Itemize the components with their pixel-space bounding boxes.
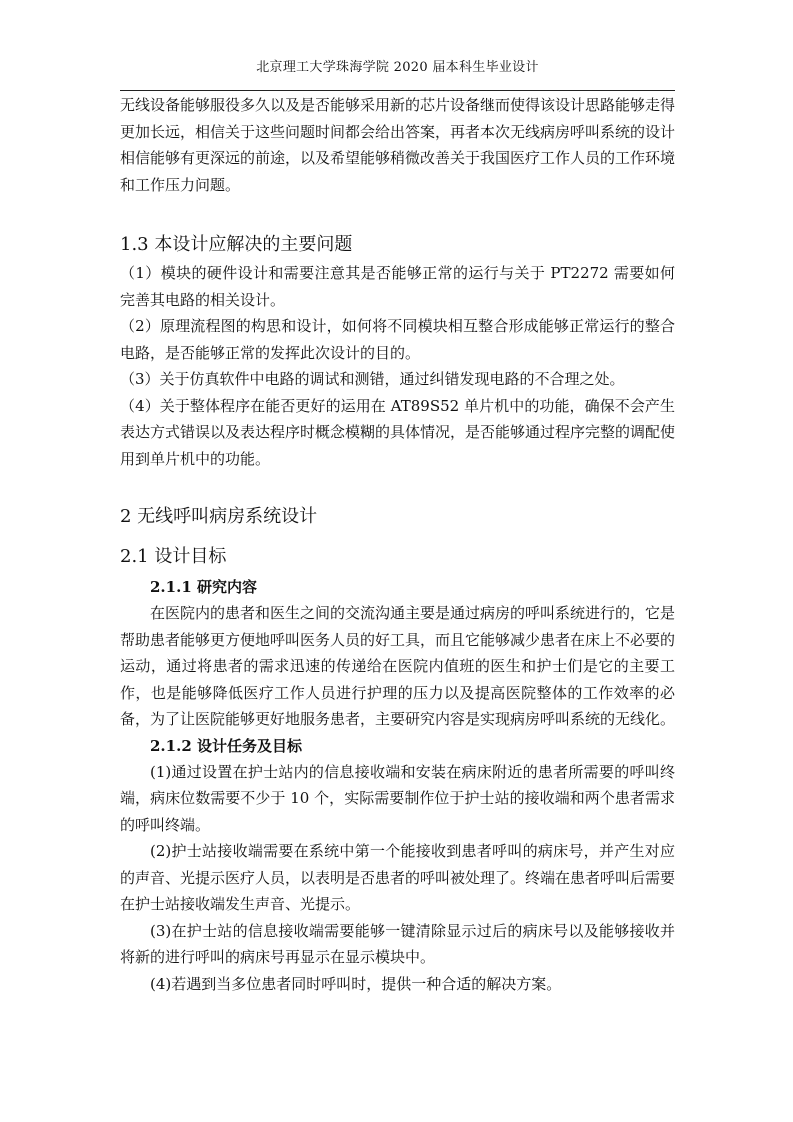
section-1-3-heading: 1.3 本设计应解决的主要问题 [120, 234, 353, 255]
chapter-2-heading: 2 无线呼叫病房系统设计 [120, 506, 318, 527]
list-item: （2）原理流程图的构思和设计，如何将不同模块相互整合形成能够正常运行的整合电路，是否能够正常的发挥此次设计的目的。 [120, 317, 675, 362]
list-item: （1）模块的硬件设计和需要注意其是否能够正常的运行与关于 PT2272 需要如何完善其电路的相关设计。 [120, 264, 675, 309]
list-item: （4）关于整体程序在能否更好的运用在 AT89S52 单片机中的功能，确保不会产生表达方式错误以及表达程序时概念模糊的具体情况，是否能够通过程序完整的调配使用到单片机中的功能。 [120, 396, 676, 468]
list-item: （3）关于仿真软件中电路的调试和测错，通过纠错发现电路的不合理之处。 [120, 370, 625, 388]
research-content-paragraph: 在医院内的患者和医生之间的交流沟通主要是通过病房的呼叫系统进行的，它是帮助患者能够更方便地呼叫医务人员的好工具，而且它能够减少患者在床上不必要的运动，通过将患者的需求迅速的传递给在医院内值班的医生和护士们是它的主要工作，也是能够降低医疗工作人员进行护理的压力以及提高医院整体的工作效率的必备，为了让医院能够更好地服务患者，主要研究内容是实现病房呼叫系统的无线化。 [120, 604, 676, 728]
list-item: (3)在护士站的信息接收端需要能够一键清除显示过后的病床号以及能够接收并将新的进行呼叫的病床号再显示在显示模块中。 [120, 921, 675, 966]
list-item: (2)护士站接收端需要在系统中第一个能接收到患者呼叫的病床号，并产生对应的声音、光提示医疗人员，以表明是否患者的呼叫被处理了。终端在患者呼叫后需要在护士站接收端发生声音、光提示。 [120, 842, 676, 913]
list-item: (1)通过设置在护士站内的信息接收端和安装在病床附近的患者所需要的呼叫终端，病床位数需要不少于 10 个，实际需要制作位于护士站的接收端和两个患者需求的呼叫终端。 [120, 762, 675, 834]
section-2-1-heading: 2.1 设计目标 [120, 546, 227, 567]
section-2-1-1-heading: 2.1.1 研究内容 [150, 578, 257, 596]
section-1-3-list [120, 260, 675, 472]
header-rule [120, 90, 675, 91]
page-header: 北京理工大学珠海学院 2020 届本科生毕业设计 [256, 60, 539, 75]
section-2-1-2-heading: 2.1.2 设计任务及目标 [150, 736, 302, 755]
page-body [120, 92, 675, 997]
intro-paragraph: 无线设备能够服役多久以及是否能够采用新的芯片设备继而使得该设计思路能够走得更加长远，相信关于这些问题时间都会给出答案，再者本次无线病房呼叫系统的设计相信能够有更深远的前途，以及希望能够稍微改善关于我国医疗工作人员的工作环境和工作压力问题。 [120, 96, 676, 194]
list-item: (4)若遇到当多位患者同时呼叫时，提供一种合适的解决方案。 [150, 974, 562, 993]
